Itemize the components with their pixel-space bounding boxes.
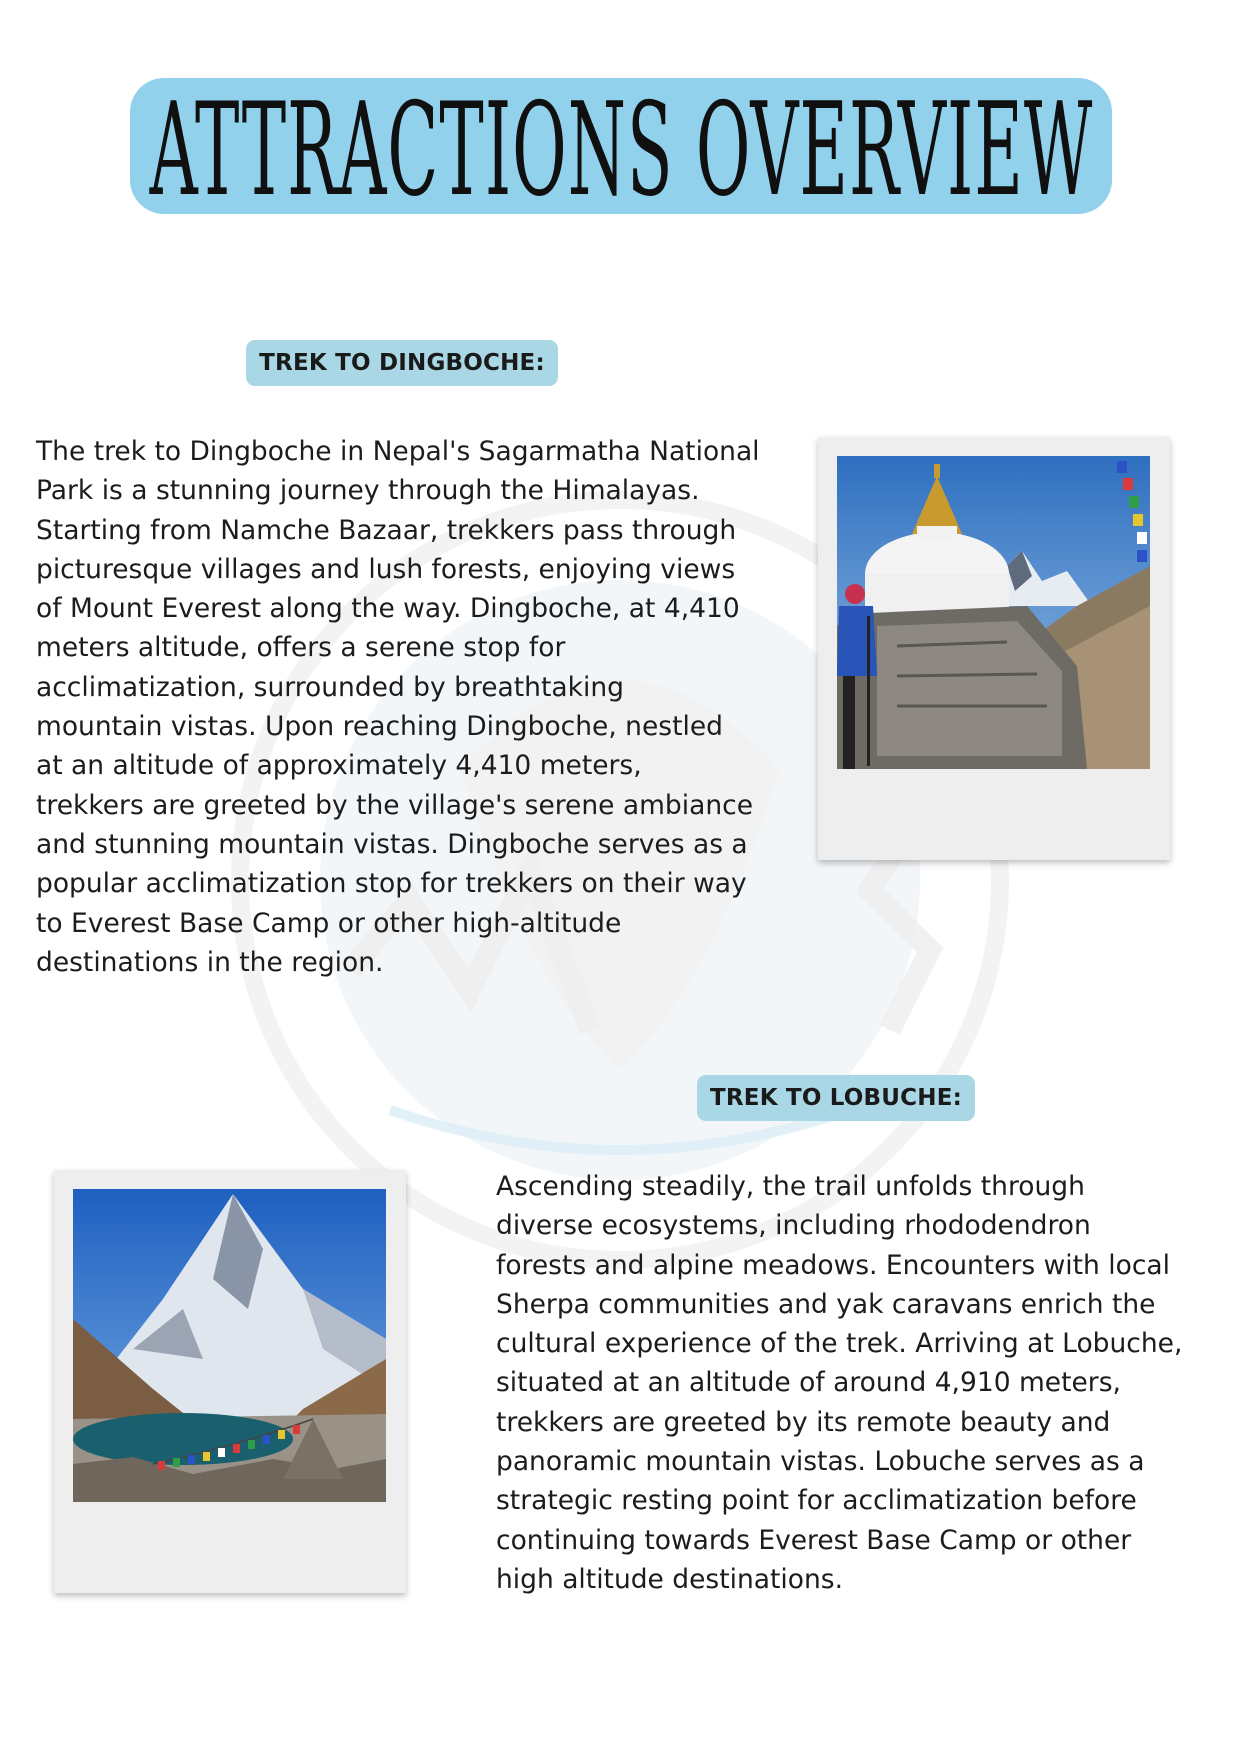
photo-frame-lobuche — [54, 1170, 406, 1593]
photo-dingboche-stupa — [837, 456, 1150, 769]
photo-frame-dingboche — [818, 437, 1170, 860]
page-title: ATTRACTIONS OVERVIEW — [149, 78, 1093, 214]
section-heading-dingboche: TREK TO DINGBOCHE: — [246, 340, 558, 386]
photo-lobuche-mountain-lake — [73, 1189, 386, 1502]
section-heading-lobuche: TREK TO LOBUCHE: — [697, 1075, 975, 1121]
section-body-dingboche: The trek to Dingboche in Nepal's Sagarmatha National Park is a stunning journey through the Himalayas. Starting from Namche Bazaar, trekkers pass through picturesque villages and lush forests, enjoying views of Mount Everest along the way. Dingboche, at 4,410 meters altitude, offers a serene stop for acclimatization, surrounded by breathtaking mountain vistas. Upon reaching Dingboche, nestled at an altitude of approximately 4,410 meters, trekkers are greeted by the village's serene ambiance and stunning mountain vistas. Dingboche serves as a popular acclimatization stop for trekkers on their way to Everest Base Camp or other high-altitude destinations in the region. — [36, 436, 760, 978]
section-body-lobuche: Ascending steadily, the trail unfolds through diverse ecosystems, including rhododendron forests and alpine meadows. Encounters with local Sherpa communities and yak caravans enrich the cultural experience of the trek. Arriving at Lobuche, situated at an altitude of around 4,910 meters, trekkers are greeted by its remote beauty and panoramic mountain vistas. Lobuche serves as a strategic resting point for acclimatization before continuing towards Everest Base Camp or other high altitude destinations. — [496, 1171, 1183, 1595]
title-banner — [130, 78, 1112, 214]
